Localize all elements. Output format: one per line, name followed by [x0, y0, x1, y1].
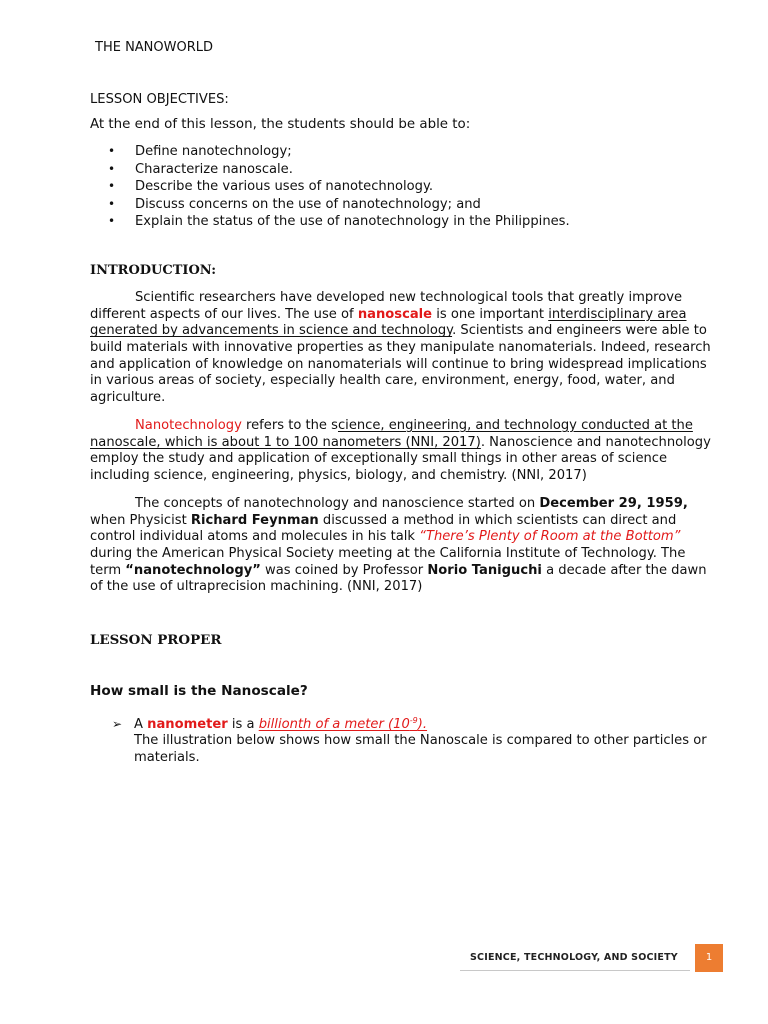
intro-paragraph-2: Nanotechnology refers to the science, engineering, and technology conducted at the nanoscale, which is about 1 to 100 nanometers (NNI, 2017). Nanoscience and nanotechnology employ the study and application of exceptionally small things in other areas of science including science, engineering, physics, biology, and chemistry. (NNI, 2017): [90, 418, 711, 484]
bullet-icon: •: [108, 196, 116, 211]
nanoscale-question-heading: How small is the Nanoscale?: [90, 683, 308, 699]
list-item: • Discuss concerns on the use of nanotechnology; and: [108, 196, 481, 212]
talk-title: “There’s Plenty of Room at the Bottom”: [419, 529, 681, 545]
intro-paragraph-3: The concepts of nanotechnology and nanoscience started on December 29, 1959, when Physicist Richard Feynman discussed a method in which scientists can direct and control individual atoms and molecules in his talk “There’s Plenty of Room at the Bottom” during the American Physical Society meeting at the California Institute of Technology. The term “nanotechnology” was coined by Professor Norio Taniguchi a decade after the dawn of the use of ultraprecision machining. (NNI, 2017): [90, 496, 707, 595]
nanometer-definition: ➢ A nanometer is a billionth of a meter $(10^{-9})$. The illustration below shows how small the Nanoscale is compared to other particles or materials.: [112, 716, 707, 765]
term-nanotechnology: Nanotechnology: [135, 418, 242, 433]
bullet-icon: •: [108, 161, 116, 176]
objectives-intro: At the end of this lesson, the students should be able to:: [90, 117, 471, 132]
term-coined: “nanotechnology”: [125, 562, 261, 578]
term-nanometer: nanometer: [147, 717, 228, 732]
footer-label: SCIENCE, TECHNOLOGY, AND SOCIETY: [470, 952, 678, 963]
bullet-icon: •: [108, 144, 116, 158]
name-feynman: Richard Feynman: [190, 512, 319, 528]
introduction-heading: INTRODUCTION:: [90, 263, 217, 278]
name-taniguchi: Norio Taniguchi: [427, 562, 542, 578]
list-item: • Explain the status of the use of nanotechnology in the Philippines.: [108, 214, 570, 230]
page-number-badge: 1: [695, 944, 723, 972]
list-item: • Describe the various uses of nanotechnology.: [108, 179, 434, 195]
list-item: • Characterize nanoscale.: [108, 161, 293, 177]
arrow-bullet-icon: ➢: [112, 717, 123, 731]
intro-paragraph-1: Scientific researchers have developed new technological tools that greatly improve different aspects of our lives. The use of nanoscale is one important interdisciplinary area generated by advancements in science and technology. Scientists and engineers were able to build materials with innovative properties as they manipulate nanomaterials. Indeed, research and application of knowledge on nanomaterials will continue to bring widespread implications in various areas of society, especially health care, environment, energy, food, water, and agriculture.: [90, 290, 711, 406]
footer-divider: [460, 970, 690, 971]
objectives-heading: LESSON OBJECTIVES:: [90, 92, 229, 107]
bullet-icon: •: [108, 179, 116, 194]
document-title: THE NANOWORLD: [95, 40, 214, 55]
bullet-icon: •: [108, 214, 116, 229]
billionth-definition: billionth of a meter $(10^{-9})$.: [258, 716, 428, 732]
term-nanoscale: nanoscale: [357, 306, 433, 322]
objectives-list: [90, 143, 710, 231]
lesson-proper-heading: LESSON PROPER: [90, 632, 222, 648]
date-highlight: December 29, 1959,: [539, 496, 688, 511]
list-item: • Define nanotechnology;: [108, 144, 292, 159]
